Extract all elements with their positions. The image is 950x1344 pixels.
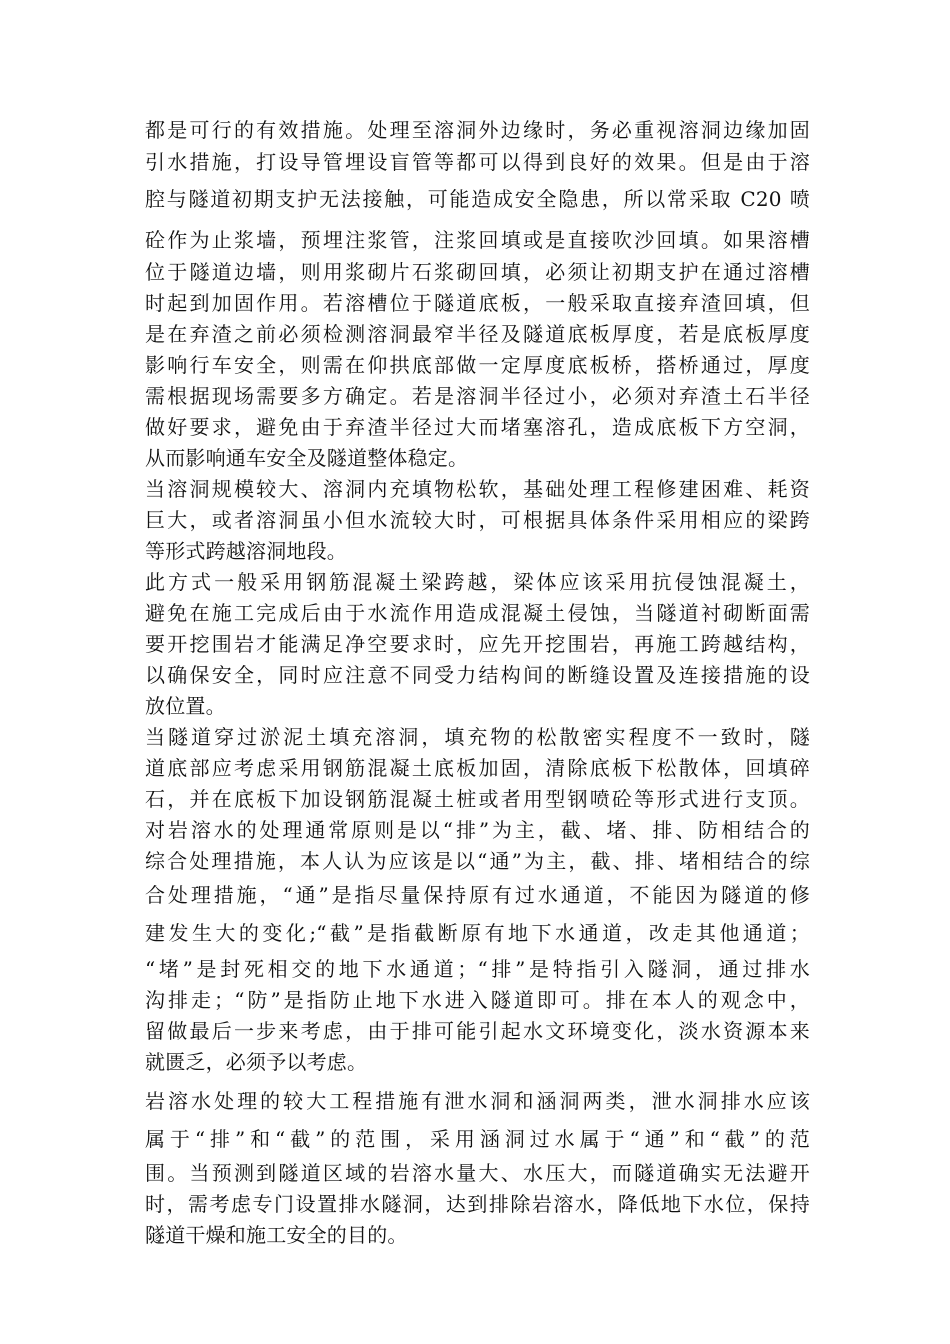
text-line: 此方式一般采用钢筋混凝土梁跨越，梁体应该采用抗侵蚀混凝土， (145, 570, 810, 594)
text-line: 属于“排”和“截”的范围，采用涵洞过水属于“通”和“截”的范 (145, 1127, 810, 1151)
text-line: 建发生大的变化;“截”是指截断原有地下水通道，改走其他通道； (145, 921, 810, 945)
text-line: 当溶洞规模较大、溶洞内充填物松软，基础处理工程修建困难、耗资 (145, 477, 810, 501)
text-line: 巨大，或者溶洞虽小但水流较大时，可根据具体条件采用相应的梁跨 (145, 508, 810, 532)
text-line: 以确保安全，同时应注意不同受力结构间的断缝设置及连接措施的设 (145, 663, 810, 687)
text-line: 就匮乏，必须予以考虑。 (145, 1050, 368, 1074)
text-line: 当隧道穿过淤泥土填充溶洞，填充物的松散密实程度不一致时，隧 (145, 725, 810, 749)
text-line: 道底部应考虑采用钢筋混凝土底板加固，清除底板下松散体，回填碎 (145, 756, 810, 780)
text-line: 要开挖围岩才能满足净空要求时，应先开挖围岩，再施工跨越结构， (145, 632, 810, 656)
text-line: 需根据现场需要多方确定。若是溶洞半径过小，必须对弃渣土石半径 (145, 384, 810, 408)
text-line: 腔与隧道初期支护无法接触，可能造成安全隐患，所以常采取 C20 喷 (145, 187, 810, 211)
text-line: 放位置。 (145, 694, 226, 718)
text-line: 位于隧道边墙，则用浆砌片石浆砌回填，必须让初期支护在通过溶槽 (145, 260, 810, 284)
text-line: 沟排走；“防”是指防止地下水进入隧道即可。排在本人的观念中， (145, 988, 810, 1012)
text-line: 围。当预测到隧道区域的岩溶水量大、水压大，而隧道确实无法避开 (145, 1161, 810, 1185)
text-line: 从而影响通车安全及隧道整体稳定。 (145, 446, 469, 470)
text-line: 对岩溶水的处理通常原则是以“排”为主，截、堵、排、防相结合的 (145, 818, 810, 842)
text-line: “堵”是封死相交的地下水通道；“排”是特指引入隧洞，通过排水 (145, 957, 810, 981)
text-line: 等形式跨越溶洞地段。 (145, 539, 347, 563)
text-line: 岩溶水处理的较大工程措施有泄水洞和涵洞两类，泄水洞排水应该 (145, 1089, 810, 1113)
text-line: 留做最后一步来考虑，由于排可能引起水文环境变化，淡水资源本来 (145, 1019, 810, 1043)
text-line: 引水措施，打设导管埋设盲管等都可以得到良好的效果。但是由于溶 (145, 150, 810, 174)
text-line: 石，并在底板下加设钢筋混凝土桩或者用型钢喷砼等形式进行支顶。 (145, 787, 810, 811)
text-line: 隧道干燥和施工安全的目的。 (145, 1223, 408, 1247)
text-line: 都是可行的有效措施。处理至溶洞外边缘时，务必重视溶洞边缘加固 (145, 118, 810, 142)
text-line: 做好要求，避免由于弃渣半径过大而堵塞溶孔，造成底板下方空洞， (145, 415, 810, 439)
text-line: 时起到加固作用。若溶槽位于隧道底板，一般采取直接弃渣回填，但 (145, 291, 810, 315)
text-line: 是在弃渣之前必须检测溶洞最窄半径及隧道底板厚度，若是底板厚度 (145, 322, 810, 346)
text-line: 影响行车安全，则需在仰拱底部做一定厚度底板桥，搭桥通过，厚度 (145, 353, 810, 377)
text-line: 合处理措施，“通”是指尽量保持原有过水通道，不能因为隧道的修 (145, 883, 810, 907)
text-line: 砼作为止浆墙，预埋注浆管，注浆回填或是直接吹沙回填。如果溶槽 (145, 228, 810, 252)
text-line: 时，需考虑专门设置排水隧洞，达到排除岩溶水，降低地下水位，保持 (145, 1192, 810, 1216)
text-line: 避免在施工完成后由于水流作用造成混凝土侵蚀，当隧道衬砌断面需 (145, 601, 810, 625)
text-line: 综合处理措施，本人认为应该是以“通”为主，截、排、堵相结合的综 (145, 849, 810, 873)
